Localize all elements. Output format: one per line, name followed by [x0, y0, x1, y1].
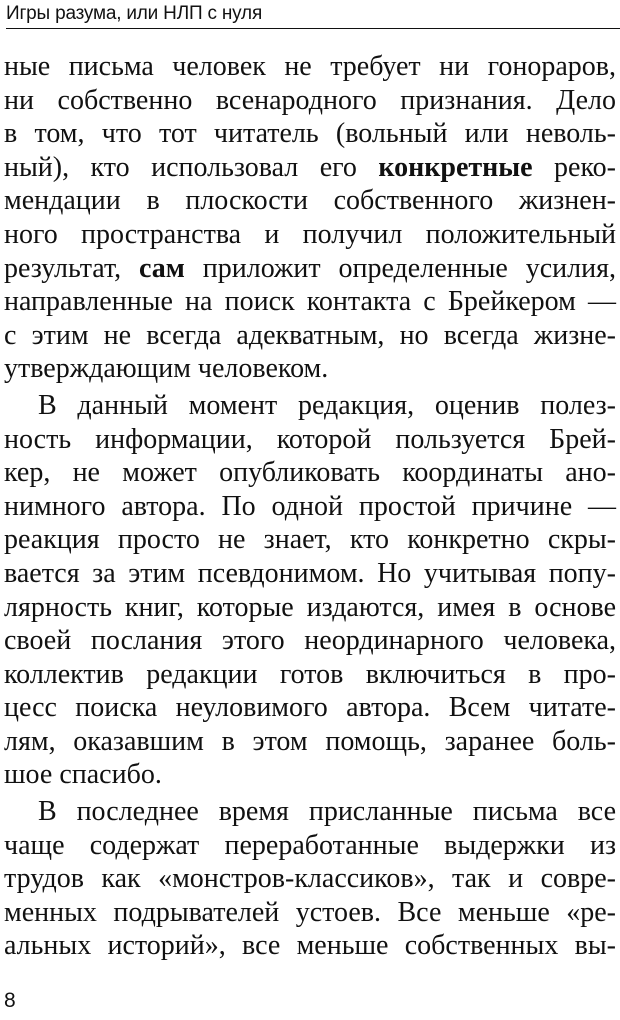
- text-run: ни собственно всенародного признания. Дело: [4, 84, 616, 116]
- text-run: трудов как «монстров-классиков», так и совре-: [4, 863, 616, 895]
- text-run: реко-: [532, 151, 616, 183]
- text-line: [4, 795, 616, 829]
- text-run: утверждающим человеком.: [4, 353, 329, 385]
- text-line: [4, 285, 616, 319]
- bold-word: конкретные: [378, 151, 533, 183]
- text-run: цесс поиска неуловимого автора. Всем читате-: [4, 692, 616, 724]
- text-run: шое спасибо.: [4, 759, 162, 791]
- text-run: в том, что тот читатель (вольный или неволь-: [4, 118, 616, 150]
- text-run: ность информации, которой пользуется Брей-: [4, 423, 616, 455]
- text-line: [4, 691, 616, 725]
- text-run: кер, не может опубликовать координаты ано-: [4, 457, 616, 489]
- text-run: реакция просто не знает, кто конкретно скры-: [4, 524, 616, 556]
- text-line: [4, 184, 616, 218]
- text-line: [4, 658, 616, 692]
- text-line: [4, 117, 616, 151]
- text-run: ного пространства и получил положительный: [4, 218, 616, 250]
- text-line: [4, 151, 616, 185]
- text-line: [4, 456, 616, 490]
- text-run: ный), кто использовал его: [4, 151, 379, 183]
- text-line: [4, 896, 616, 930]
- text-run: менных подрывателей устоев. Все меньше «ре-: [4, 896, 616, 928]
- text-line: [4, 389, 616, 423]
- text-line: [4, 929, 616, 963]
- text-line: [4, 423, 616, 457]
- text-line: [4, 352, 616, 386]
- text-run: с этим не всегда адекватным, но всегда жизне-: [4, 319, 616, 351]
- text-run: своей послания этого неординарного человека,: [4, 625, 616, 657]
- text-line: [4, 252, 616, 286]
- text-line: [4, 557, 616, 591]
- text-line: [4, 829, 616, 863]
- text-run: результат,: [4, 252, 140, 284]
- text-run: мендации в плоскости собственного жизнен-: [4, 185, 616, 217]
- text-line: [4, 758, 616, 792]
- text-line: [4, 725, 616, 759]
- text-run: В последнее время присланные письма все: [38, 796, 616, 828]
- text-run: коллектив редакции готов включиться в про-: [4, 658, 616, 690]
- text-line: [4, 862, 616, 896]
- header-rule: [6, 28, 620, 29]
- paragraph: [4, 50, 616, 386]
- text-run: альных историй», все меньше собственных вы-: [4, 930, 616, 962]
- text-line: [4, 591, 616, 625]
- text-line: [4, 319, 616, 353]
- text-line: [4, 50, 616, 84]
- paragraph: [4, 389, 616, 792]
- text-line: [4, 84, 616, 118]
- text-run: направленные на поиск контакта с Брейкером —: [4, 286, 616, 318]
- text-line: [4, 624, 616, 658]
- bold-word: сам: [139, 252, 185, 284]
- text-run: нимного автора. По одной простой причине —: [4, 490, 616, 522]
- text-run: приложит определенные усилия,: [184, 252, 616, 284]
- text-run: ные письма человек не требует ни гонораров,: [4, 51, 616, 82]
- text-line: [4, 523, 616, 557]
- text-run: лям, оказавшим в этом помощь, заранее боль-: [4, 725, 616, 757]
- running-head: Игры разума, или НЛП с нуля: [6, 3, 263, 24]
- text-run: чаще содержат переработанные выдержки из: [4, 829, 616, 861]
- text-run: В данный момент редакция, оценив полез-: [38, 389, 616, 421]
- text-line: [4, 490, 616, 524]
- paragraph: [4, 795, 616, 963]
- text-line: [4, 218, 616, 252]
- text-run: вается за этим псевдонимом. Но учитывая попу-: [4, 557, 616, 589]
- text-run: лярность книг, которые издаются, имея в основе: [4, 591, 616, 623]
- page-number: 8: [4, 989, 16, 1012]
- body-text: [4, 50, 616, 963]
